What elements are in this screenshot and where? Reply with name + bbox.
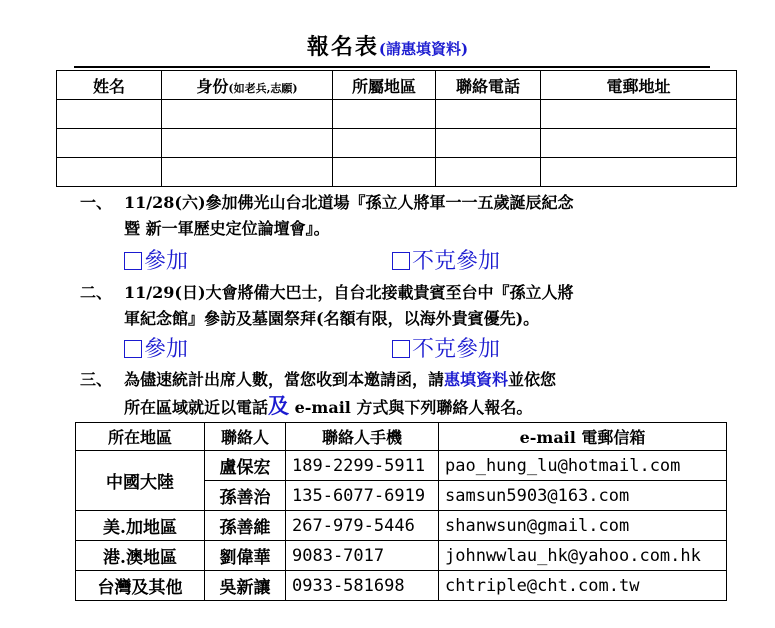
phone-cell[interactable] [436,100,541,129]
item-2-line2: 軍紀念館』參訪及墓園祭拜(名額有限，以海外貴賓優先)。 [124,309,540,328]
contact-col-email: e-mail 電郵信箱 [439,423,727,451]
contact-phone: 9083-7017 [286,541,439,571]
contact-phone: 135-6077-6919 [286,481,439,511]
registration-row [57,129,737,158]
form-subtitle: (請惠填資料) [378,40,469,58]
identity-cell[interactable] [162,100,333,129]
form-title [0,30,775,61]
title-underline [74,66,710,68]
item-1-line2: 暨 新一軍歷史定位論壇會』。 [124,219,330,238]
contact-col-phone: 聯絡人手機 [286,423,439,451]
item-1-line1: 11/28(六)參加佛光山台北道場『孫立人將軍一一五歲誕辰紀念 [124,193,574,212]
contact-email: chtriple@cht.com.tw [439,571,727,601]
phone-cell[interactable] [436,129,541,158]
item-1-number: 一、 [80,193,113,212]
checkbox-icon[interactable] [124,252,142,270]
registration-table [56,70,737,187]
contact-col-name: 聯絡人 [205,423,286,451]
col-email: 電郵地址 [541,71,737,100]
email-cell[interactable] [541,129,737,158]
contact-region: 台灣及其他 [76,571,205,601]
item-2-decline-option[interactable] [392,337,500,363]
item-3-number: 三、 [80,370,113,389]
contact-phone: 0933-581698 [286,571,439,601]
item-3-highlight: 惠填資料 [444,370,509,389]
contact-name: 盧保宏 [205,451,286,481]
item-3-line2-highlight: 及 [268,393,290,418]
col-identity-label: 身份 [196,76,229,96]
email-cell[interactable] [541,100,737,129]
item-3-line1-b: 並依您 [508,370,557,389]
col-region: 所屬地區 [333,71,436,100]
item-3-line2-b: e-mail 方式與下列聯絡人報名。 [289,398,533,417]
contact-email: pao_hung_lu@hotmail.com [439,451,727,481]
contact-name: 吳新讓 [205,571,286,601]
item-2 [80,280,740,332]
col-identity [162,71,333,100]
registration-header-row [57,71,737,100]
contact-row [76,571,727,601]
contact-phone: 189-2299-5911 [286,451,439,481]
item-3-line1-a: 為儘速統計出席人數，當您收到本邀請函，請 [124,370,445,389]
identity-cell[interactable] [162,158,333,187]
name-cell[interactable] [57,158,162,187]
region-cell[interactable] [333,158,436,187]
item-2-line1: 11/29(日)大會將備大巴士，自台北接載貴賓至台中『孫立人將 [124,283,574,302]
contact-name: 劉偉華 [205,541,286,571]
name-cell[interactable] [57,129,162,158]
contact-row [76,511,727,541]
item-3-line2 [80,393,740,421]
col-phone: 聯絡電話 [436,71,541,100]
name-cell[interactable] [57,100,162,129]
contact-row [76,451,727,481]
item-2-number: 二、 [80,283,113,302]
form-title-text: 報名表 [306,34,379,60]
contact-region: 中國大陸 [76,451,205,511]
registration-row [57,100,737,129]
item-2-attend-option[interactable] [124,337,188,363]
checkbox-icon[interactable] [392,340,410,358]
contact-email: johnwwlau_hk@yahoo.com.hk [439,541,727,571]
identity-cell[interactable] [162,129,333,158]
item-1-decline-label: 不克參加 [412,249,501,274]
contact-header-row [76,423,727,451]
phone-cell[interactable] [436,158,541,187]
region-cell[interactable] [333,129,436,158]
item-2-attend-label: 參加 [144,337,189,362]
contact-email: shanwsun@gmail.com [439,511,727,541]
contact-name: 孫善維 [205,511,286,541]
contact-col-region: 所在地區 [76,423,205,451]
contact-row [76,541,727,571]
col-identity-hint: (如老兵,志願) [228,81,298,95]
contact-name: 孫善治 [205,481,286,511]
checkbox-icon[interactable] [124,340,142,358]
item-1-attend-option[interactable] [124,249,188,275]
contact-email: samsun5903@163.com [439,481,727,511]
item-1 [80,190,740,242]
contact-table [75,422,727,601]
item-1-attend-label: 參加 [144,249,189,274]
region-cell[interactable] [333,100,436,129]
contact-region: 美.加地區 [76,511,205,541]
item-1-decline-option[interactable] [392,249,500,275]
checkbox-icon[interactable] [392,252,410,270]
email-cell[interactable] [541,158,737,187]
contact-phone: 267-979-5446 [286,511,439,541]
contact-region: 港.澳地區 [76,541,205,571]
item-3-line2-a: 所在區域就近以電話 [124,398,269,417]
item-2-decline-label: 不克參加 [412,337,501,362]
item-3 [80,367,740,421]
col-name: 姓名 [57,71,162,100]
registration-row [57,158,737,187]
